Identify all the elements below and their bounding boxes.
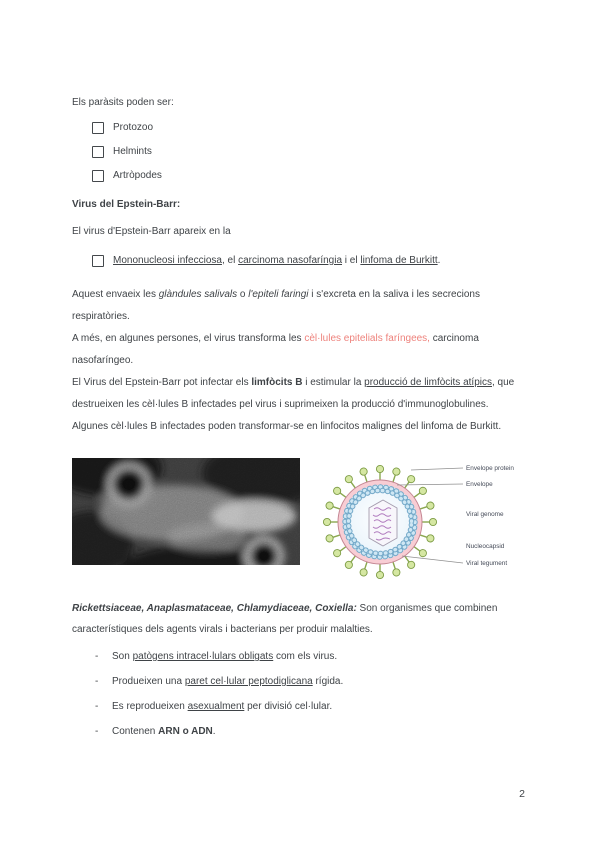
bullet-marker: - [95, 701, 99, 712]
list-item [95, 721, 528, 743]
checkbox-item-protozoo [92, 116, 528, 140]
list-item-text: Es reprodueixen asexualment per divisió cel·lular. [112, 701, 333, 712]
list-item [95, 646, 528, 668]
bullet-marker: - [95, 726, 99, 737]
parasites-checklist [92, 116, 528, 188]
label-nucleocapsid: Nucleocapsid [466, 543, 505, 550]
list-item-text: Contenen ARN o ADN. [112, 726, 216, 737]
checkbox-icon[interactable] [92, 170, 104, 182]
paragraph-rickettsia: Rickettsiaceae, Anaplasmataceae, Chlamydiaceae, Coxiella: Son organismes que combinen característiques dels agents virals i bacterians per produir malalties. [72, 603, 498, 635]
micrograph-image [72, 458, 300, 568]
parasites-intro: Els paràsits poden ser: [72, 97, 174, 108]
label-envelope: Envelope [466, 481, 493, 488]
bullet-marker: - [95, 651, 99, 662]
list-item-text: Son patògens intracel·lulars obligats com els virus. [112, 651, 338, 662]
section-heading-ebv: Virus del Epstein-Barr: [72, 199, 181, 210]
label-envelope-protein: Envelope protein [466, 465, 514, 472]
ebv-lead: El virus d'Epstein-Barr apareix en la [72, 226, 231, 237]
list-item [95, 696, 528, 718]
checkbox-item-diseases [92, 249, 528, 273]
checkbox-item-artropodes [92, 164, 528, 188]
paragraph-ebv-2: A més, en algunes persones, el virus transforma les cèl·lules epitelials faríngees, carcinoma nasofaríngeo. [72, 333, 479, 366]
electron-micrograph [72, 458, 300, 565]
checkbox-icon[interactable] [92, 255, 104, 267]
checkbox-label: Mononucleosi infecciosa, el carcinoma nasofaríngia i el linfoma de Burkitt. [113, 255, 441, 266]
highlighted-text: cèl·lules epitelials faríngees, [304, 333, 430, 344]
virus-structure-figure [318, 455, 530, 595]
bullet-list [95, 646, 528, 743]
virus-diagram [318, 455, 530, 598]
paragraph-ebv-4: Algunes cèl·lules B infectades poden transformar-se en linfocitos malignes del linfoma de Burkitt. [72, 421, 502, 432]
checkbox-icon[interactable] [92, 122, 104, 134]
checkbox-label: Helmints [113, 146, 152, 157]
paragraph-ebv-1: Aquest envaeix les glàndules salivals o l'epiteli faringi i s'excreta en la saliva i les secrecions respiratòries. [72, 289, 480, 322]
checkbox-item-helmints [92, 140, 528, 164]
paragraph-ebv-3: El Virus del Epstein-Barr pot infectar els limfòcits B i estimular la producció de limfòcits atípics, que destrueixen les cèl·lules B infectades pel virus i suprimeixen la producció d'immunoglobulines. [72, 377, 515, 410]
checkbox-label: Artròpodes [113, 170, 162, 181]
list-item [95, 671, 528, 693]
checkbox-label: Protozoo [113, 122, 154, 133]
label-viral-tegument: Viral tegument [466, 560, 508, 567]
list-item-text: Produeixen una paret cel·lular peptodiglicana rígida. [112, 676, 344, 687]
checkbox-icon[interactable] [92, 146, 104, 158]
diagram-labels [466, 465, 514, 567]
rickettsia-heading: Rickettsiaceae, Anaplasmataceae, Chlamydiaceae, Coxiella: [72, 603, 357, 614]
figures-row [72, 455, 528, 598]
page-number: 2 [519, 788, 525, 800]
label-viral-genome: Viral genome [466, 511, 504, 518]
capsid [369, 500, 397, 546]
bullet-marker: - [95, 676, 99, 687]
